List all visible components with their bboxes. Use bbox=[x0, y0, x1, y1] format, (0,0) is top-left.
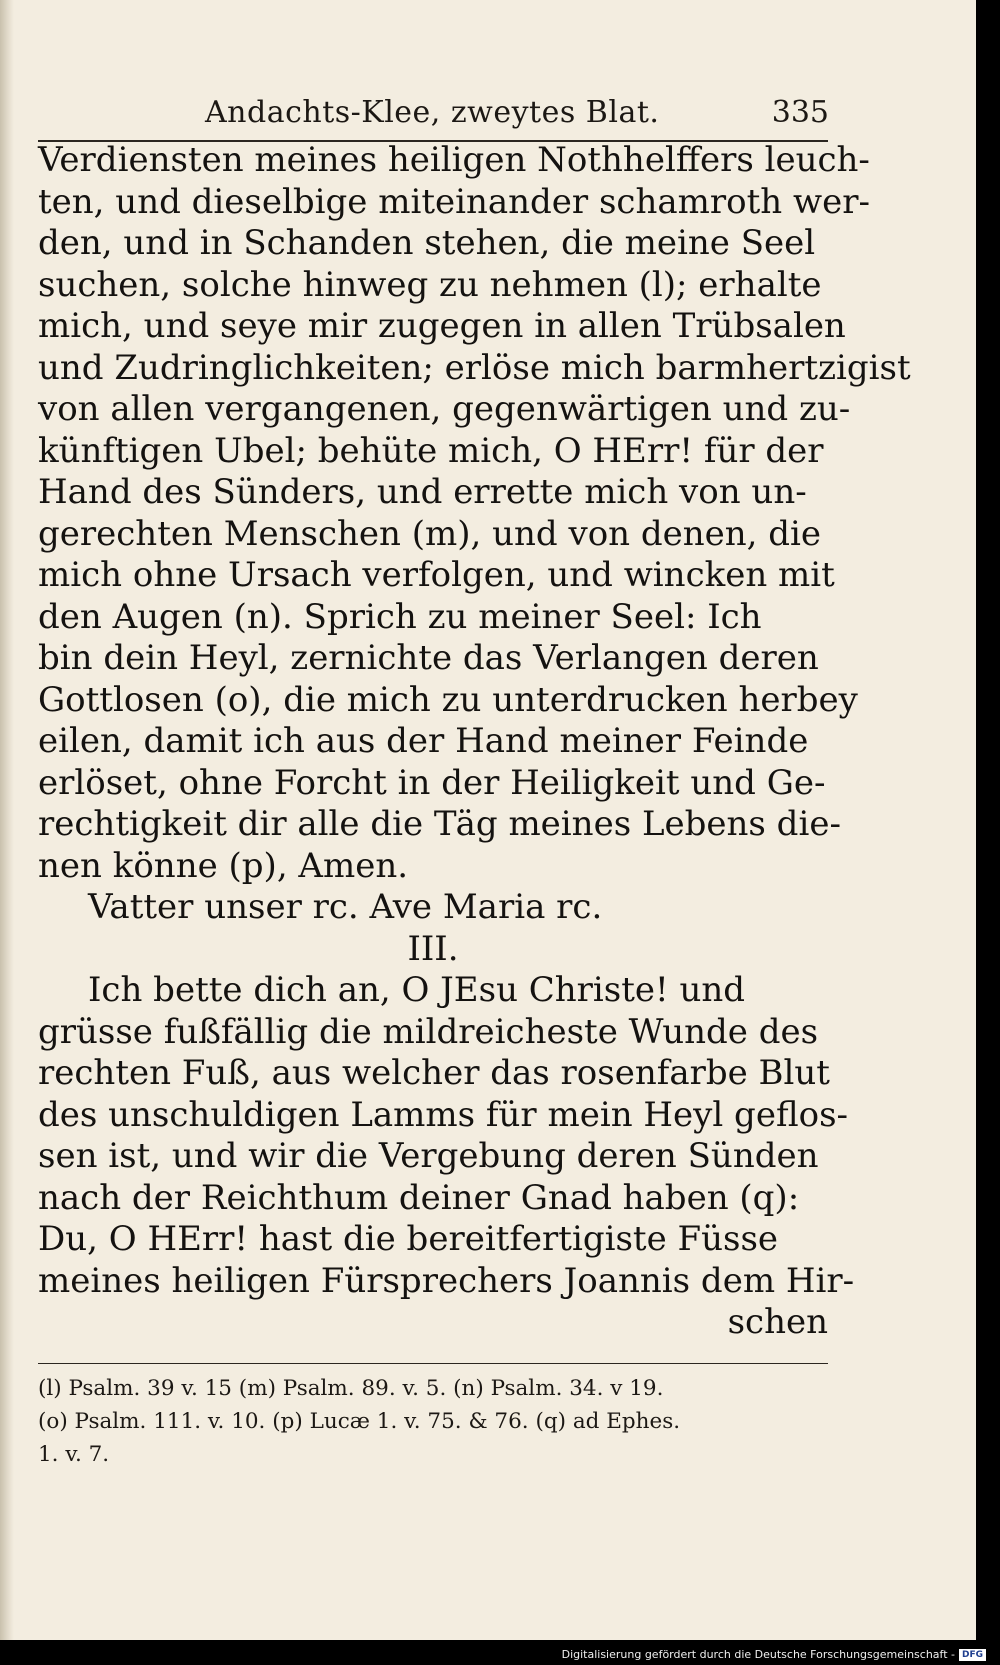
footnote-line: (l) Psalm. 39 v. 15 (m) Psalm. 89. v. 5. (n) Psalm. 34. v 19. bbox=[38, 1376, 664, 1401]
text-line: Gottlosen (o), die mich zu unterdrucken herbey bbox=[38, 679, 858, 720]
page-spine-edge bbox=[0, 0, 14, 1640]
text-line: nen könne (p), Amen. bbox=[38, 845, 409, 886]
text-line: gerechten Menschen (m), und von denen, die bbox=[38, 513, 822, 554]
text-line: meines heiligen Fürsprechers Joannis dem Hir- bbox=[38, 1260, 855, 1301]
prayer-line: Vatter unser rc. Ave Maria rc. bbox=[88, 887, 603, 927]
text-line: von allen vergangenen, gegenwärtigen und zu- bbox=[38, 389, 851, 429]
text-line: mich ohne Ursach verfolgen, und wincken mit bbox=[38, 555, 835, 595]
text-line: grüsse fußfällig die mildreicheste Wunde des bbox=[38, 1011, 819, 1052]
text-line: Hand des Sünders, und errette mich von un- bbox=[38, 472, 807, 512]
text-line: nach der Reichthum deiner Gnad haben (q): bbox=[38, 1177, 800, 1218]
footnote-rule bbox=[38, 1363, 828, 1364]
text-line: rechtigkeit dir alle die Täg meines Lebens die- bbox=[38, 804, 841, 844]
text-line: eilen, damit ich aus der Hand meiner Feinde bbox=[38, 721, 809, 761]
running-title: Andachts-Klee, zweytes Blat. bbox=[205, 95, 660, 130]
text-line: den, und in Schanden stehen, die meine Seel bbox=[38, 223, 816, 263]
page-header bbox=[205, 95, 829, 145]
footnote-line: (o) Psalm. 111. v. 10. (p) Lucæ 1. v. 75. & 76. (q) ad Ephes. bbox=[38, 1409, 681, 1434]
text-line: und Zudringlichkeiten; erlöse mich barmhertzigist bbox=[38, 347, 911, 388]
text-line: den Augen (n). Sprich zu meiner Seel: Ich bbox=[38, 596, 762, 637]
text-line: rechten Fuß, aus welcher das rosenfarbe Blut bbox=[38, 1053, 830, 1093]
dfg-logo: DFG bbox=[959, 1649, 986, 1661]
credit-text: Digitalisierung gefördert durch die Deutsche Forschungsgemeinschaft - bbox=[561, 1648, 955, 1661]
text-line: bin dein Heyl, zernichte das Verlangen deren bbox=[38, 638, 819, 678]
page-number: 335 bbox=[771, 95, 829, 130]
catchword: schen bbox=[727, 1302, 828, 1342]
text-line: des unschuldigen Lamms für mein Heyl geflos- bbox=[38, 1094, 849, 1135]
text-line: ten, und dieselbige miteinander schamroth wer- bbox=[38, 181, 870, 222]
text-line: mich, und seye mir zugegen in allen Trübsalen bbox=[38, 306, 846, 346]
body-text bbox=[38, 140, 911, 1344]
text-line: künftigen Ubel; behüte mich, O HErr! für der bbox=[38, 430, 824, 471]
footnotes bbox=[38, 1372, 828, 1471]
text-line: sen ist, und wir die Vergebung deren Sünden bbox=[38, 1136, 819, 1176]
text-line: Du, O HErr! hast die bereitfertigiste Füsse bbox=[38, 1219, 779, 1259]
footnote-line: 1. v. 7. bbox=[38, 1442, 110, 1467]
digitization-credit bbox=[562, 1648, 986, 1661]
text-line: erlöset, ohne Forcht in der Heiligkeit und Ge- bbox=[38, 762, 826, 803]
text-line: Ich bette dich an, O JEsu Christe! und bbox=[88, 970, 746, 1010]
text-line: Verdiensten meines heiligen Nothhelffers leuch- bbox=[38, 140, 870, 180]
section-heading: III. bbox=[407, 928, 459, 969]
text-line: suchen, solche hinweg zu nehmen (l); erhalte bbox=[38, 264, 822, 305]
